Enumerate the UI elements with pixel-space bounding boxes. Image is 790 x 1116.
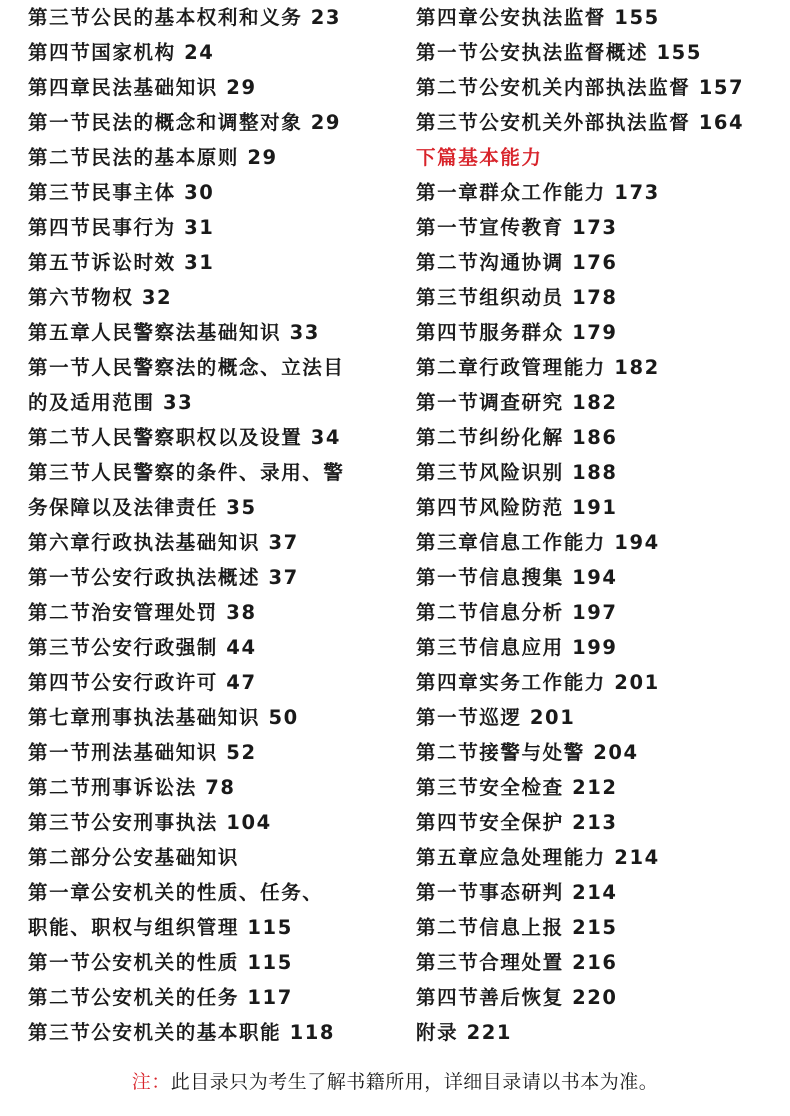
toc-entry: 第三节公安机关的基本职能 118 xyxy=(28,1021,336,1044)
toc-entry: 第一节公安机关的性质 115 xyxy=(28,951,293,974)
toc-entry: 第三节信息应用 199 xyxy=(416,636,618,659)
toc-entry: 第三章信息工作能力 194 xyxy=(416,531,660,554)
toc-entry: 第一章公安机关的性质、任务、 xyxy=(28,881,324,904)
toc-entry: 第四章实务工作能力 201 xyxy=(416,671,660,694)
toc-entry: 第一节信息搜集 194 xyxy=(416,566,618,589)
toc-entry: 第二节信息上报 215 xyxy=(416,916,618,939)
toc-left-column xyxy=(28,0,388,1050)
toc-entry: 第二节人民警察职权以及设置 34 xyxy=(28,426,342,449)
note-label: 注： xyxy=(131,1071,171,1093)
toc-entry: 第一节民法的概念和调整对象 29 xyxy=(28,111,342,134)
toc-entry: 第一节公安行政执法概述 37 xyxy=(28,566,299,589)
toc-entry: 第四节善后恢复 220 xyxy=(416,986,618,1009)
toc-entry: 第三节风险识别 188 xyxy=(416,461,618,484)
toc-entry: 职能、职权与组织管理 115 xyxy=(28,916,293,939)
toc-entry: 第四章民法基础知识 29 xyxy=(28,76,257,99)
toc-entry: 第一节宣传教育 173 xyxy=(416,216,618,239)
toc-entry: 第三节安全检查 212 xyxy=(416,776,618,799)
toc-entry: 第二节公安机关内部执法监督 157 xyxy=(416,76,745,99)
toc-entry: 第二节纠纷化解 186 xyxy=(416,426,618,449)
toc-entry: 第二节民法的基本原则 29 xyxy=(28,146,278,169)
toc-entry: 第三节组织动员 178 xyxy=(416,286,618,309)
toc-right-column xyxy=(416,0,786,1050)
toc-entry: 第二节公安机关的任务 117 xyxy=(28,986,293,1009)
toc-entry: 第六节物权 32 xyxy=(28,286,173,309)
toc-entry: 第四节风险防范 191 xyxy=(416,496,618,519)
toc-entry: 第二节治安管理处罚 38 xyxy=(28,601,257,624)
toc-entry: 第五章人民警察法基础知识 33 xyxy=(28,321,320,344)
toc-entry: 第二部分公安基础知识 xyxy=(28,846,240,869)
toc-entry: 第二节信息分析 197 xyxy=(416,601,618,624)
toc-entry: 第一节事态研判 214 xyxy=(416,881,618,904)
toc-entry: 第六章行政执法基础知识 37 xyxy=(28,531,299,554)
toc-entry: 第四节服务群众 179 xyxy=(416,321,618,344)
toc-entry: 第二节刑事诉讼法 78 xyxy=(28,776,236,799)
toc-entry: 的及适用范围 33 xyxy=(28,391,194,414)
toc-entry: 第一节刑法基础知识 52 xyxy=(28,741,257,764)
toc-entry: 第二章行政管理能力 182 xyxy=(416,356,660,379)
toc-entry: 第四节国家机构 24 xyxy=(28,41,215,64)
toc-entry: 第四章公安执法监督 155 xyxy=(416,6,660,29)
toc-entry: 第三节合理处置 216 xyxy=(416,951,618,974)
toc-entry: 第三节民事主体 30 xyxy=(28,181,215,204)
toc-entry: 第三节公民的基本权利和义务 23 xyxy=(28,6,342,29)
toc-entry: 务保障以及法律责任 35 xyxy=(28,496,257,519)
toc-entry: 第二节接警与处警 204 xyxy=(416,741,639,764)
note-text: 此目录只为考生了解书籍所用，详细目录请以书本为准。 xyxy=(170,1071,659,1093)
toc-entry: 第五节诉讼时效 31 xyxy=(28,251,215,274)
toc-entry: 第二节沟通协调 176 xyxy=(416,251,618,274)
toc-entry: 第四节安全保护 213 xyxy=(416,811,618,834)
disclaimer-note xyxy=(0,1066,790,1098)
toc-entry: 第四节公安行政许可 47 xyxy=(28,671,257,694)
toc-entry: 第一节公安执法监督概述 155 xyxy=(416,41,702,64)
toc-entry: 第七章刑事执法基础知识 50 xyxy=(28,706,299,729)
toc-part-heading: 下篇基本能力 xyxy=(416,146,543,169)
toc-entry: 第一节人民警察法的概念、立法目 xyxy=(28,356,345,379)
toc-entry: 第一节调查研究 182 xyxy=(416,391,618,414)
toc-entry: 第一章群众工作能力 173 xyxy=(416,181,660,204)
toc-entry: 第五章应急处理能力 214 xyxy=(416,846,660,869)
toc-entry: 第三节公安机关外部执法监督 164 xyxy=(416,111,745,134)
toc-entry: 附录 221 xyxy=(416,1021,513,1044)
toc-entry: 第三节人民警察的条件、录用、警 xyxy=(28,461,345,484)
toc-entry: 第三节公安行政强制 44 xyxy=(28,636,257,659)
toc-entry: 第一节巡逻 201 xyxy=(416,706,576,729)
toc-entry: 第四节民事行为 31 xyxy=(28,216,215,239)
toc-entry: 第三节公安刑事执法 104 xyxy=(28,811,272,834)
